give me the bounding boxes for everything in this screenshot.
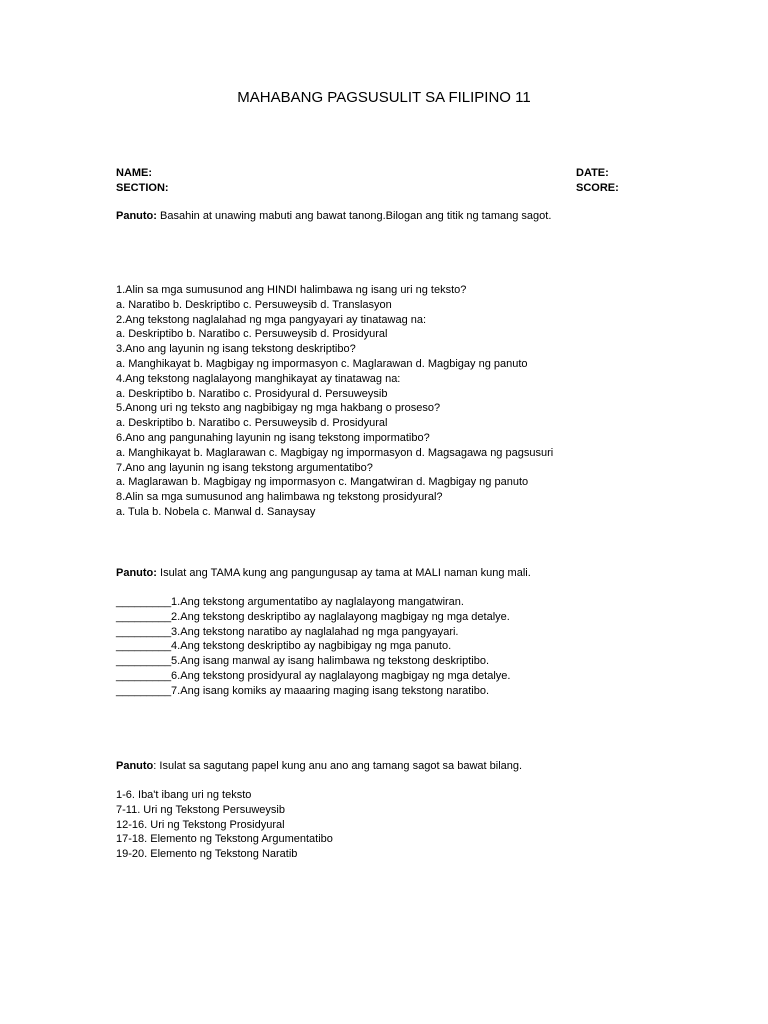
part3-instruction: [116, 759, 522, 774]
date-field-label: DATE:: [576, 167, 609, 179]
name-field-label: NAME:: [116, 167, 153, 179]
part3-line: 12-16. Uri ng Tekstong Prosidyural: [116, 818, 285, 831]
part3-line: 1-6. Iba't ibang uri ng teksto: [116, 789, 252, 801]
part2-instruction-label: Panuto:: [116, 567, 157, 579]
part3-line: 7-11. Uri ng Tekstong Persuweysib: [116, 803, 285, 816]
part3-line: 19-20. Elemento ng Tekstong Naratib: [116, 848, 298, 861]
part1-line: a. Manghikayat b. Magbigay ng impormasyon c. Maglarawan d. Magbigay ng panuto: [116, 358, 528, 370]
part2-line: _________2.Ang tekstong deskriptibo ay naglalayong magbigay ng mga detalye.: [116, 610, 510, 623]
part1-line: a. Deskriptibo b. Naratibo c. Persuweysib d. Prosidyural: [116, 328, 388, 341]
part2-line: _________3.Ang tekstong naratibo ay naglalahad ng mga pangyayari.: [116, 625, 459, 638]
part2-line: _________7.Ang isang komiks ay maaaring maging isang tekstong naratibo.: [116, 684, 490, 697]
part2-line: _________5.Ang isang manwal ay isang halimbawa ng tekstong deskriptibo.: [116, 655, 490, 668]
part1-line: a. Tula b. Nobela c. Manwal d. Sanaysay: [116, 506, 316, 518]
part1-line: a. Naratibo b. Deskriptibo c. Persuweysib d. Translasyon: [116, 298, 392, 311]
part1-line: a. Deskriptibo b. Naratibo c. Prosidyural d. Persuweysib: [116, 387, 388, 400]
part3-instruction-label: Panuto: [116, 760, 154, 772]
part1-instruction: [116, 209, 551, 224]
part1-line: a. Maglarawan b. Magbigay ng impormasyon c. Mangatwiran d. Magbigay ng panuto: [116, 476, 529, 489]
score-field-label: SCORE:: [576, 182, 619, 194]
part1-line: a. Deskriptibo b. Naratibo c. Persuweysib d. Prosidyural: [116, 417, 388, 430]
part1-line: 1.Alin sa mga sumusunod ang HINDI halimbawa ng isang uri ng teksto?: [116, 284, 467, 296]
part1-line: 6.Ano ang pangunahing layunin ng isang tekstong impormatibo?: [116, 432, 430, 444]
section-field-label: SECTION:: [116, 182, 169, 194]
page-title: MAHABANG PAGSUSULIT SA FILIPINO 11: [237, 89, 531, 106]
part1-instruction-text: Basahin at unawing mabuti ang bawat tanong.Bilogan ang titik ng tamang sagot.: [156, 210, 552, 222]
part2-instruction: [116, 566, 531, 581]
part3-instruction-text: : Isulat sa sagutang papel kung anu ano ang tamang sagot sa bawat bilang.: [153, 760, 523, 772]
part1-line: a. Manghikayat b. Maglarawan c. Magbigay ng impormasyon d. Magsagawa ng pagsusuri: [116, 446, 554, 459]
part2-line: _________1.Ang tekstong argumentatibo ay naglalayong mangatwiran.: [116, 596, 464, 608]
part1-line: 5.Anong uri ng teksto ang nagbibigay ng mga hakbang o proseso?: [116, 402, 441, 415]
part1-instruction-label: Panuto:: [116, 210, 157, 222]
part2-instruction-text: Isulat ang TAMA kung ang pangungusap ay tama at MALI naman kung mali.: [156, 567, 531, 579]
part2-line: _________4.Ang tekstong deskriptibo ay nagbibigay ng mga panuto.: [116, 640, 452, 653]
part3-line: 17-18. Elemento ng Tekstong Argumentatibo: [116, 833, 333, 846]
part1-line: 2.Ang tekstong naglalahad ng mga pangyayari ay tinatawag na:: [116, 313, 427, 326]
part1-line: 7.Ano ang layunin ng isang tekstong argumentatibo?: [116, 461, 373, 474]
part1-line: 8.Alin sa mga sumusunod ang halimbawa ng tekstong prosidyural?: [116, 491, 443, 504]
part2-line: _________6.Ang tekstong prosidyural ay naglalayong magbigay ng mga detalye.: [116, 670, 511, 682]
part1-line: 3.Ano ang layunin ng isang tekstong deskriptibo?: [116, 343, 356, 356]
part1-line: 4.Ang tekstong naglalayong manghikayat ay tinatawag na:: [116, 372, 401, 385]
